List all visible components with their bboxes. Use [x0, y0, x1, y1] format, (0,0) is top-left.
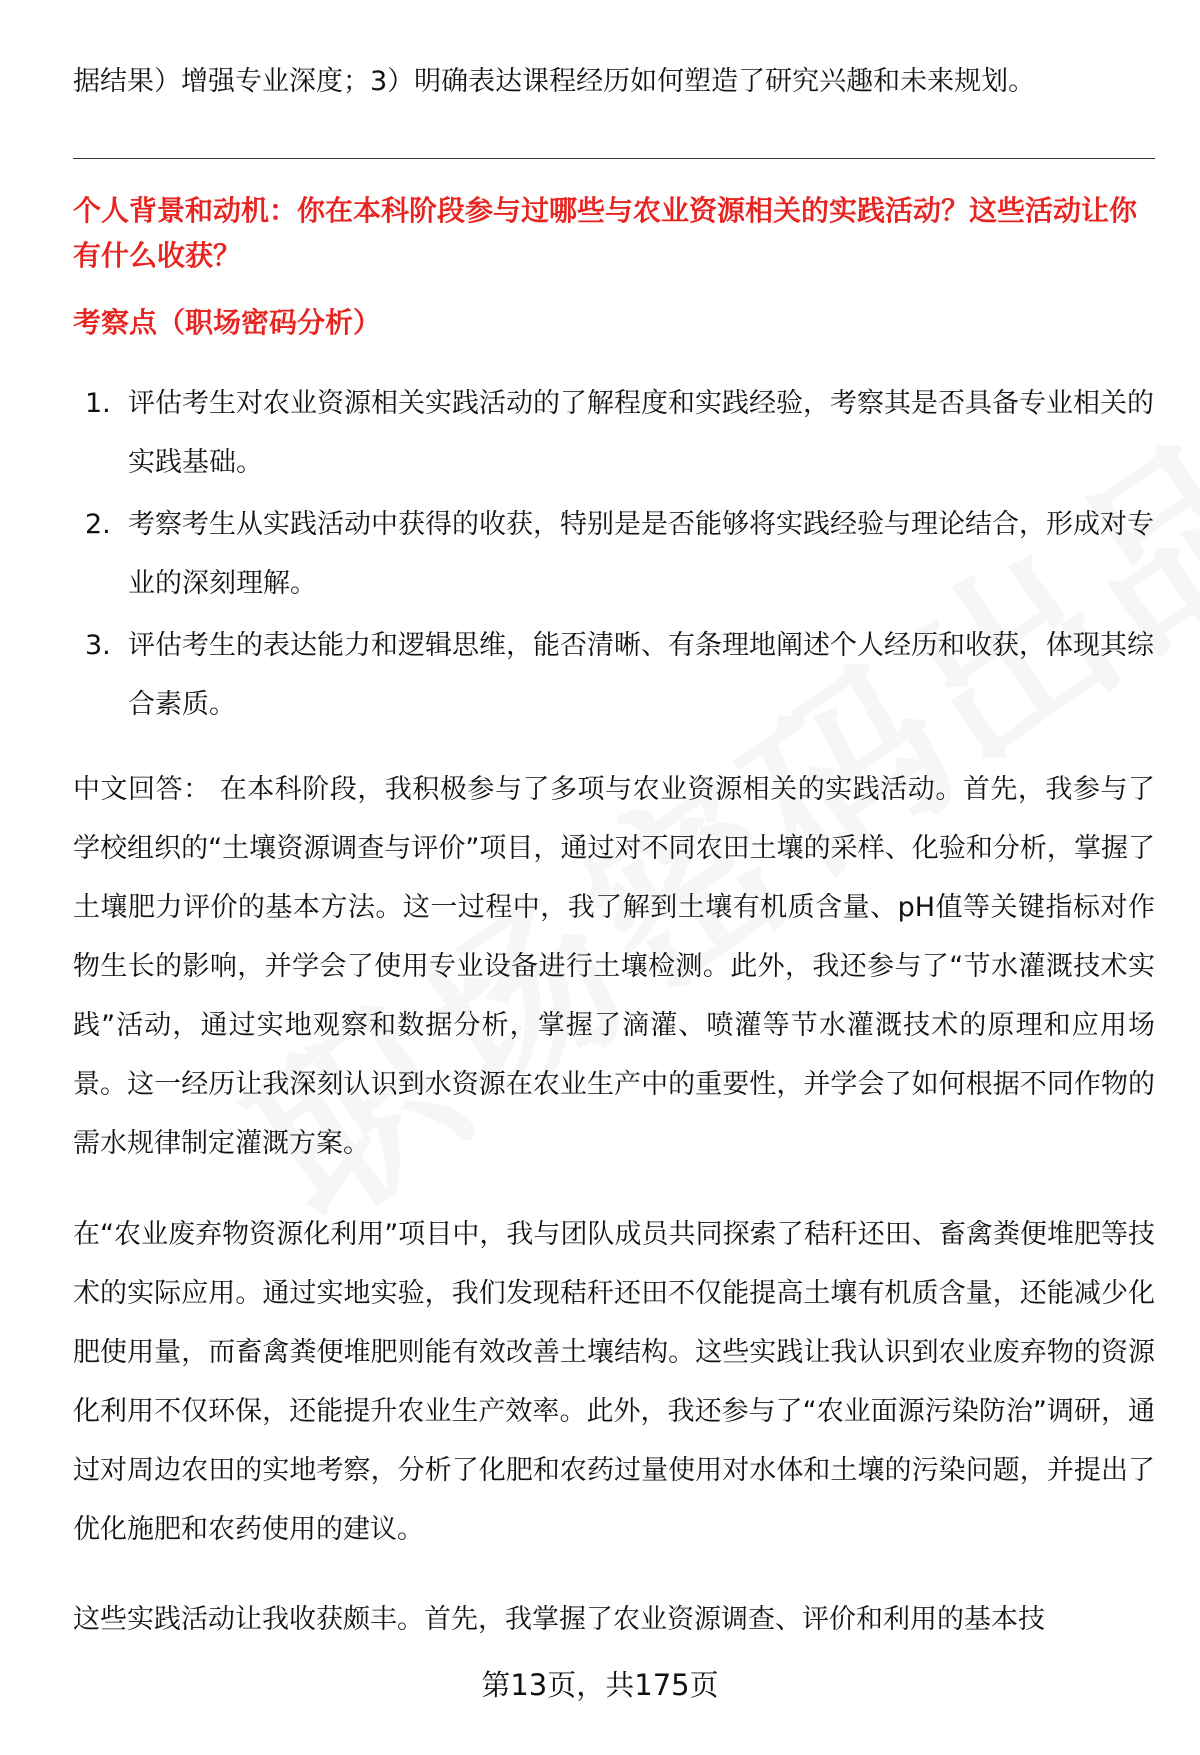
- assessment-points-list: [73, 374, 1155, 737]
- point-text: 考察考生从实践活动中获得的收获，特别是是否能够将实践经验与理论结合，形成对专业的深刻理解。: [128, 509, 1154, 599]
- point-number: 1.: [85, 388, 111, 419]
- point-number: 3.: [85, 630, 111, 661]
- answer-paragraph: 这些实践活动让我收获颇丰。首先，我掌握了农业资源调查、评价和利用的基本技: [73, 1604, 1045, 1635]
- assessment-point: [73, 495, 1155, 613]
- point-text: 评估考生的表达能力和逻辑思维，能否清晰、有条理地阐述个人经历和收获，体现其综合素质。: [128, 630, 1154, 720]
- question-heading: 个人背景和动机：你在本科阶段参与过哪些与农业资源相关的实践活动？这些活动让你有什么收获？: [73, 194, 1138, 272]
- point-number: 2.: [85, 509, 111, 540]
- document-page: [73, 0, 1155, 1755]
- section-divider: [73, 158, 1155, 159]
- continuation-paragraph: 据结果）增强专业深度；3）明确表达课程经历如何塑造了研究兴趣和未来规划。: [73, 66, 1036, 97]
- assessment-point: [73, 616, 1155, 734]
- answer-paragraph: 在“农业废弃物资源化利用”项目中，我与团队成员共同探索了秸秆还田、畜禽粪便堆肥等技术的实际应用。通过实地实验，我们发现秸秆还田不仅能提高土壤有机质含量，还能减少化肥使用量，而畜禽粪便堆肥则能有效改善土壤结构。这些实践让我认识到农业废弃物的资源化利用不仅环保，还能提升农业生产效率。此外，我还参与了“农业面源污染防治”调研，通过对周边农田的实地考察，分析了化肥和农药过量使用对水体和土壤的污染问题，并提出了优化施肥和农药使用的建议。: [73, 1219, 1155, 1545]
- assessment-points-heading: 考察点（职场密码分析）: [73, 306, 382, 339]
- answer-paragraph: 中文回答： 在本科阶段，我积极参与了多项与农业资源相关的实践活动。首先，我参与了学校组织的“土壤资源调查与评价”项目，通过对不同农田土壤的采样、化验和分析，掌握了土壤肥力评价的基本方法。这一过程中，我了解到土壤有机质含量、pH值等关键指标对作物生长的影响，并学会了使用专业设备进行土壤检测。此外，我还参与了“节水灌溉技术实践”活动，通过实地观察和数据分析，掌握了滴灌、喷灌等节水灌溉技术的原理和应用场景。这一经历让我深刻认识到水资源在农业生产中的重要性，并学会了如何根据不同作物的需水规律制定灌溉方案。: [73, 774, 1155, 1159]
- page-number-footer: 第13页，共175页: [481, 1668, 719, 1702]
- point-text: 评估考生对农业资源相关实践活动的了解程度和实践经验，考察其是否具备专业相关的实践基础。: [128, 388, 1154, 478]
- assessment-point: [73, 374, 1155, 492]
